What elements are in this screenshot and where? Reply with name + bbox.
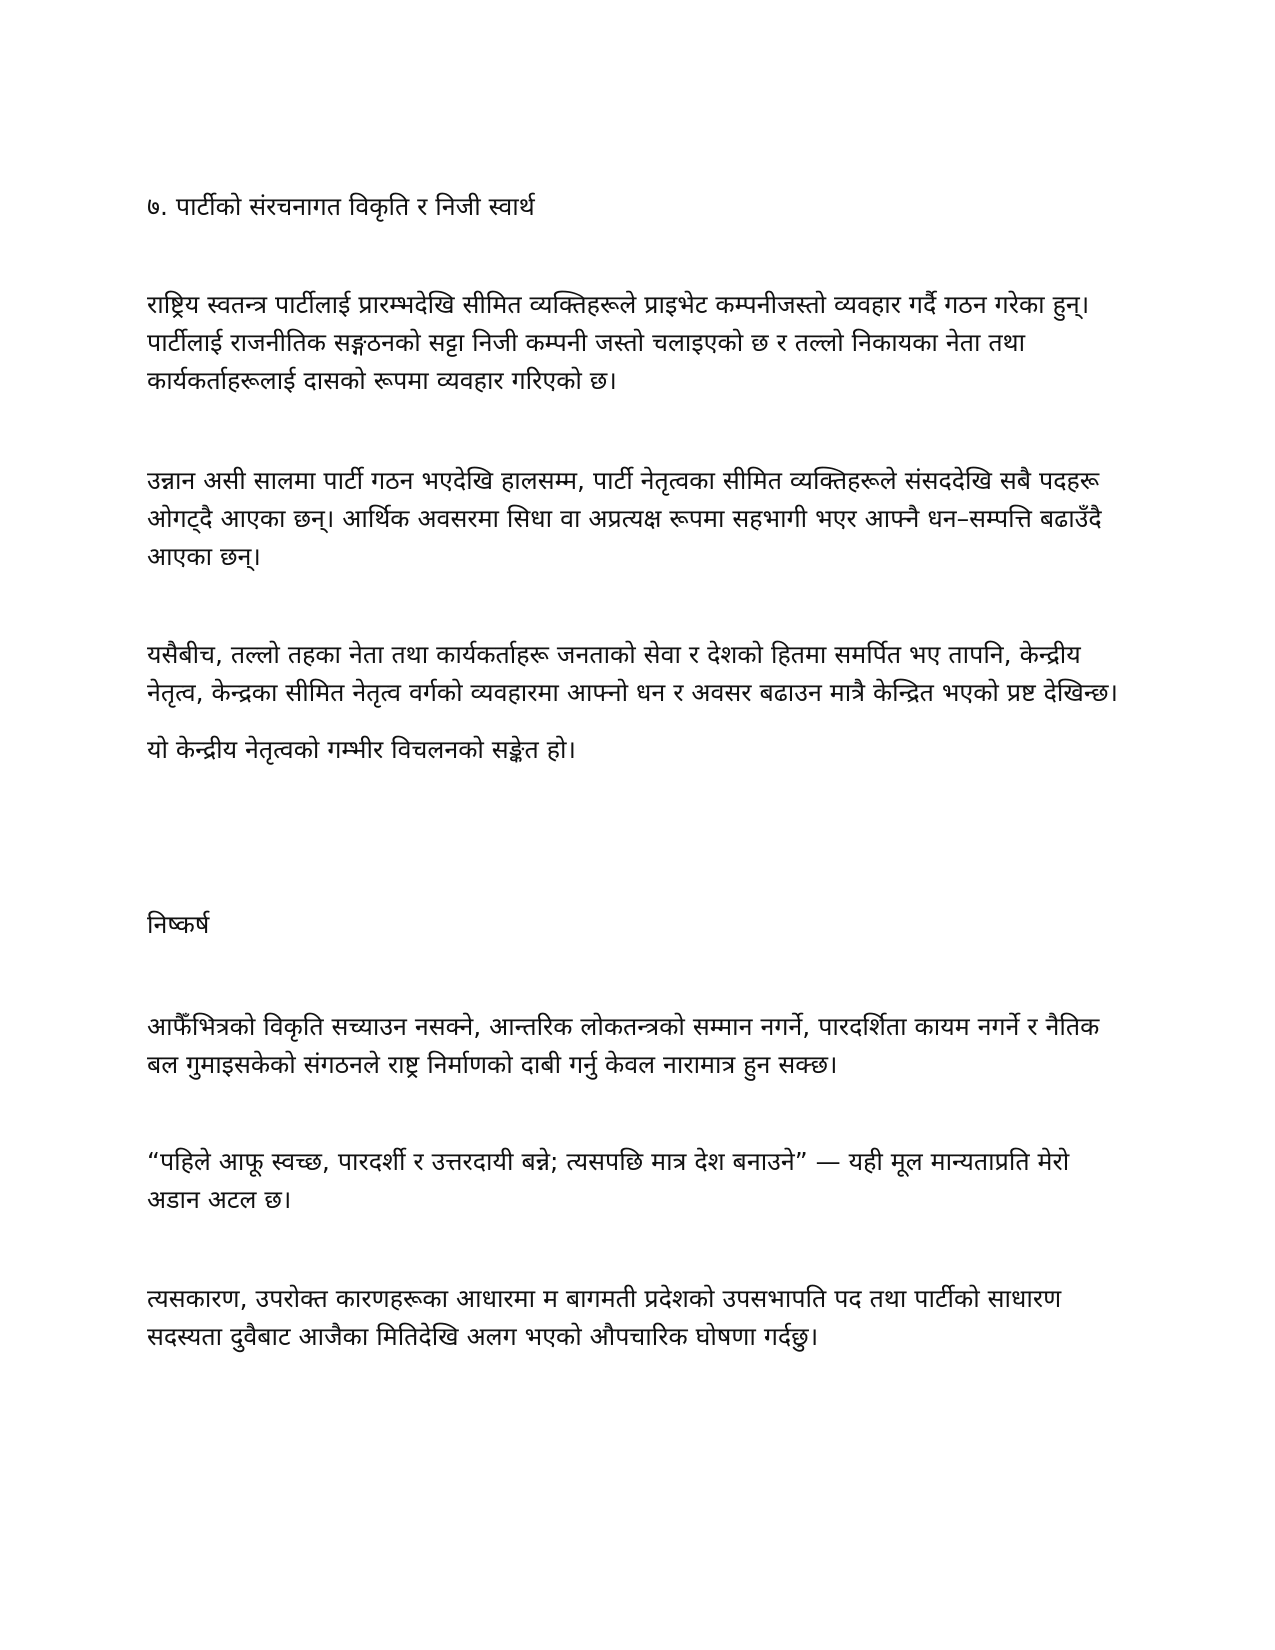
section-heading: ७. पार्टीको संरचनागत विकृति र निजी स्वार्थ xyxy=(147,192,535,221)
paragraph: उन्नान असी सालमा पार्टी गठन भएदेखि हालसम्म, पार्टी नेतृत्वका सीमित व्यक्तिहरूले संसददेखि सबै पदहरू ओगट्दै आएका छन्। आर्थिक अवसरमा सिधा वा अप्रत्यक्ष रूपमा सहभागी भएर आफ्नै धन–सम्पत्ति बढाउँदै आएका छन्। xyxy=(147,466,1102,571)
paragraph: राष्ट्रिय स्वतन्त्र पार्टीलाई प्रारम्भदेखि सीमित व्यक्तिहरूले प्राइभेट कम्पनीजस्तो व्यवहार गर्दै गठन गरेका हुन्। पार्टीलाई राजनीतिक सङ्गठनको सट्टा निजी कम्पनी जस्तो चलाइएको छ र तल्लो निकायका नेता तथा कार्यकर्ताहरूलाई दासको रूपमा व्यवहार गरिएको छ। xyxy=(147,290,1090,395)
paragraph: त्यसकारण, उपरोक्त कारणहरूका आधारमा म बागमती प्रदेशको उपसभापति पद तथा पार्टीको साधारण सदस्यता दुवैबाट आजैका मितिदेखि अलग भएको औपचारिक घोषणा गर्दछु। xyxy=(147,1284,1062,1351)
paragraph: आफैँभित्रको विकृति सच्याउन नसक्ने, आन्तरिक लोकतन्त्रको सम्मान नगर्ने, पारदर्शिता कायम नगर्ने र नैतिक बल गुमाइसकेको संगठनले राष्ट्र निर्माणको दाबी गर्नु केवल नारामात्र हुन सक्छ। xyxy=(147,1012,1100,1079)
paragraph: यो केन्द्रीय नेतृत्वको गम्भीर विचलनको सङ्केत हो। xyxy=(147,735,576,764)
paragraph: यसैबीच, तल्लो तहका नेता तथा कार्यकर्ताहरू जनताको सेवा र देशको हितमा समर्पित भए तापनि, केन्द्रीय नेतृत्व, केन्द्रका सीमित नेतृत्व वर्गको व्यवहारमा आफ्नो धन र अवसर बढाउन मात्रै केन्द्रित भएको प्रष्ट देखिन्छ। xyxy=(147,640,1118,707)
conclusion-heading: निष्कर्ष xyxy=(147,910,210,939)
paragraph: “पहिले आफू स्वच्छ, पारदर्शी र उत्तरदायी बन्ने; त्यसपछि मात्र देश बनाउने” — यही मूल मान्यताप्रति मेरो अडान अटल छ। xyxy=(147,1147,1070,1214)
